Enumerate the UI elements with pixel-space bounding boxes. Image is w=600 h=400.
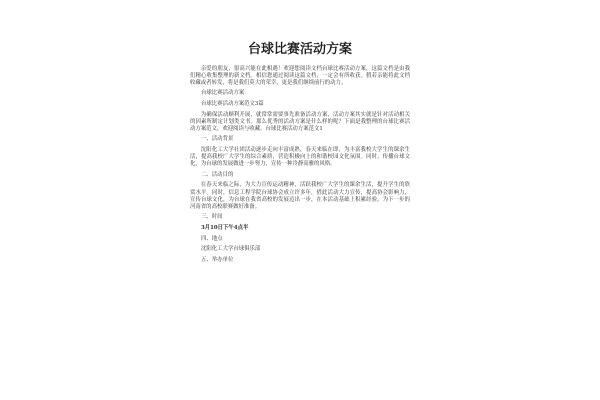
section-heading-place: 四、地点	[201, 235, 223, 242]
subtitle-line: 台球比赛活动方案	[201, 90, 245, 97]
body-paragraph: 为确保活动顺利开展，就常常需要事先准备活动方案，活动方案其实就是针对活动相关的因素所制定计划类文书。那么优秀的活动方案是什么样的呢？下面是我整理的台球比赛活动方案范文，欢迎阅读与收藏。台球比赛活动方案范文1	[190, 112, 410, 133]
body-paragraph-purpose: 在春天来临之际，为大力宣传运动精神，活跃我校广大学生的课余生活，提升学生的欣赏水平。同时，信息工程学院台球协会成立许多年，借此活动大力宣传，提高协会影响力，宣传台球文化，为台球在我省高校的发展迈出一步，在本活动基础上积累经验，为下一步的河南省的高校联赛做好准备。	[190, 182, 410, 210]
intro-paragraph: 亲爱的朋友，很高兴能在此相遇！欢迎您阅读文档台球比赛活动方案，这篇文档是由我们精心收集整理的新文档。相信您通过阅读这篇文档，一定会有所收获。假若亲能将此文档收藏或者转发，将是我们莫大的荣幸，更是我们继续前行的动力。	[190, 66, 410, 87]
subtitle-line-2: 台球比赛活动方案范文3篇	[201, 101, 264, 108]
place-value: 沈阳化工大学台球俱乐部	[201, 246, 261, 253]
document-body	[190, 38, 410, 268]
body-paragraph-background: 沈阳化工大学社团活动逐步走向丰富成熟，春天来临在即，为丰富我校大学生的课余生活，提高我校广大学生的综合素质，营造积极向上的和谐校园文化氛围。同时，传播台球文化，为台球的发展做进一步努力，宣传一种冷静高雅的风格。	[190, 147, 410, 168]
time-value: 3月10日下午4点半	[201, 224, 249, 231]
section-heading-organizer: 五、举办单位	[201, 257, 234, 264]
section-heading-time: 三、时间	[201, 213, 223, 220]
section-heading-background: 一、活动背景	[201, 136, 234, 143]
document-title: 台球比赛活动方案	[247, 42, 352, 57]
section-heading-purpose: 二、活动目的	[201, 171, 234, 178]
